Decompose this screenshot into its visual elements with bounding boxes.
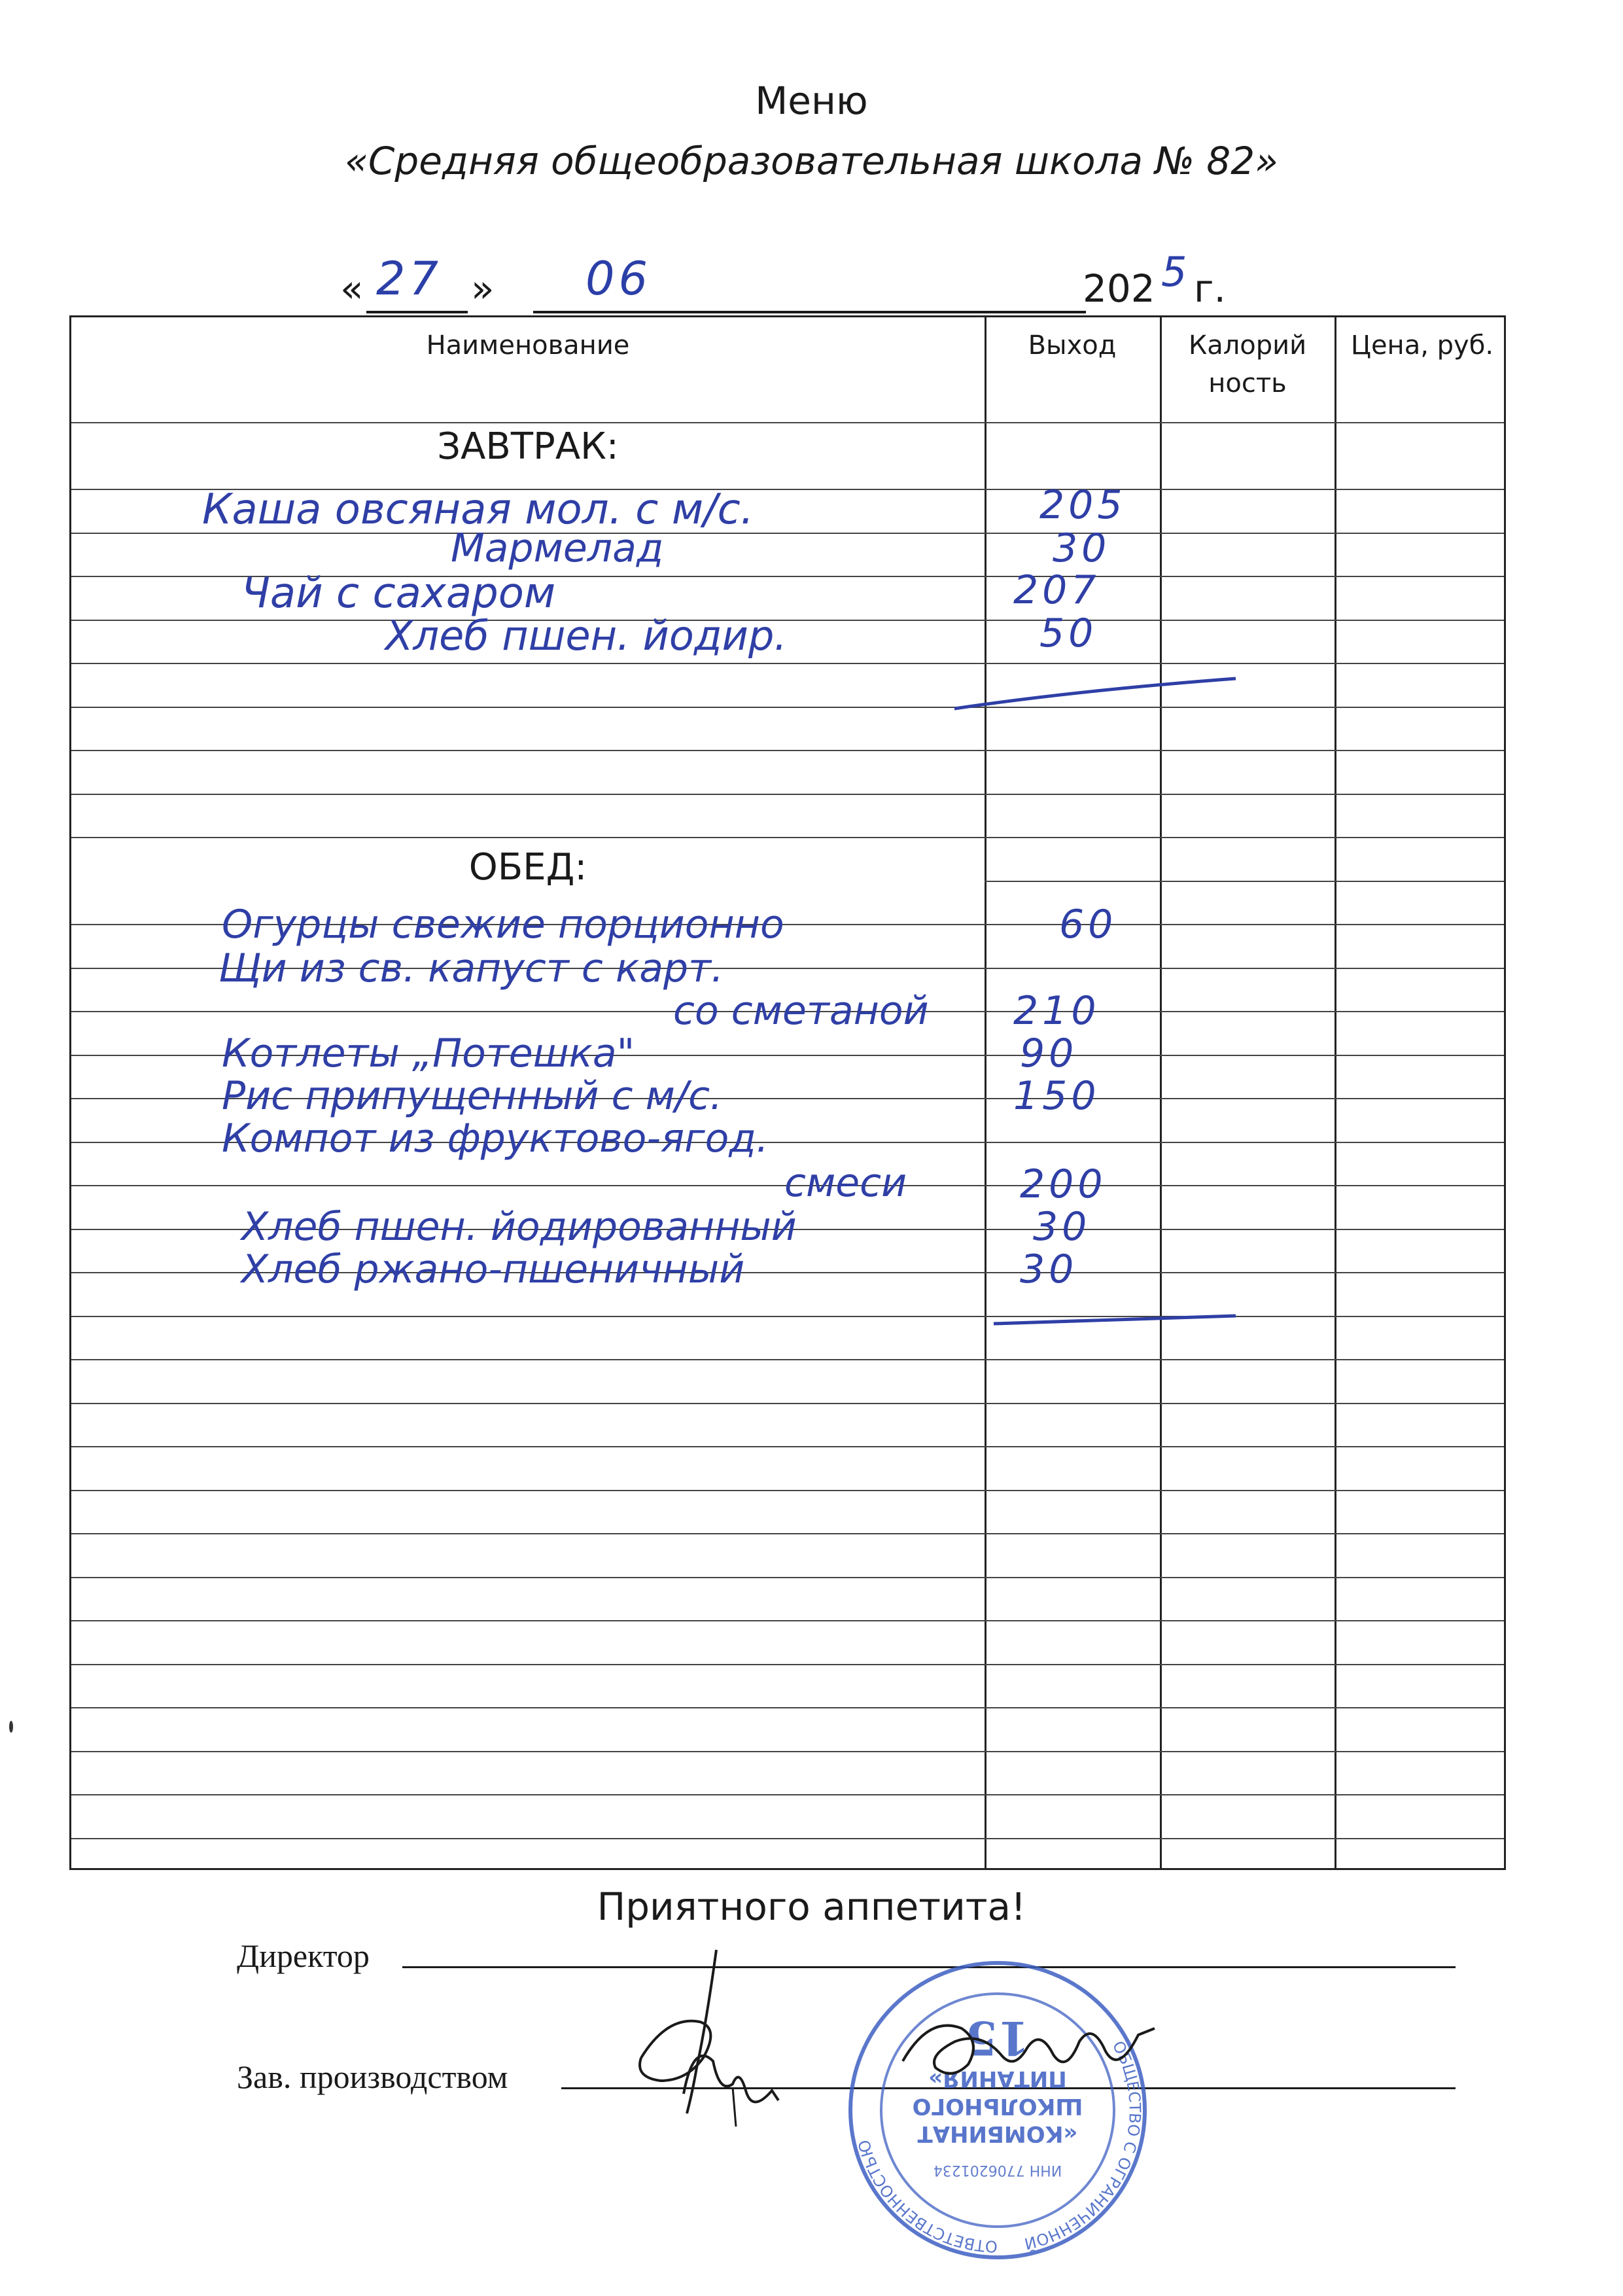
row-separator xyxy=(71,663,1504,664)
breakfast-item-name: Чай с сахаром xyxy=(241,569,556,618)
row-separator xyxy=(71,1664,1504,1665)
row-separator xyxy=(71,1620,1504,1621)
row-separator xyxy=(71,1446,1504,1447)
breakfast-item-output: 207 xyxy=(1013,567,1100,613)
day-underline xyxy=(366,311,468,313)
closing-message: Приятного аппетита! xyxy=(597,1884,1026,1929)
stamp-number: 15 xyxy=(966,2011,1030,2065)
lunch-item-output: 30 xyxy=(1020,1246,1078,1292)
lunch-item-name: Хлеб пшен. йодированный xyxy=(241,1204,797,1250)
stamp-ring-right-text: ОБЩЕСТВО С ОГРАНИЧЕННОЙ xyxy=(1022,2038,1144,2253)
date-close-quote: » xyxy=(471,266,495,311)
lunch-item-name: со сметаной xyxy=(673,988,929,1034)
stamp-inn: ИНН 7706201234 xyxy=(933,2162,1062,2178)
date-open-quote: « xyxy=(340,266,364,311)
stamp-org-line-3: ПИТАНИЯ» xyxy=(928,2066,1067,2092)
row-separator xyxy=(71,620,1504,621)
row-separator xyxy=(71,1707,1504,1708)
date-year-suffix: 5 xyxy=(1161,248,1191,296)
breakfast-end-stroke xyxy=(948,664,1249,716)
stamp-ring-left-text: ОТВЕТСТВЕННОСТЬЮ xyxy=(854,2138,998,2256)
row-separator xyxy=(71,1316,1504,1317)
school-name: «Средняя общеобразовательная школа № 82» xyxy=(345,139,1278,183)
date-year-unit: г. xyxy=(1194,266,1226,311)
lunch-item-output: 30 xyxy=(1033,1204,1091,1250)
production-label: Зав. производством xyxy=(237,2058,508,2095)
col-divider-2 xyxy=(1160,317,1162,1868)
breakfast-item-name: Каша овсяная мол. с м/с. xyxy=(202,486,754,534)
lunch-item-name: смеси xyxy=(784,1160,907,1206)
month-underline xyxy=(533,311,1086,313)
breakfast-title: ЗАВТРАК: xyxy=(71,425,985,468)
row-separator xyxy=(71,1359,1504,1360)
row-separator xyxy=(71,1577,1504,1578)
lunch-item-output: 150 xyxy=(1013,1073,1100,1119)
lunch-item-output: 210 xyxy=(1013,988,1100,1034)
lunch-item-output: 60 xyxy=(1059,902,1117,947)
row-separator xyxy=(71,1403,1504,1404)
col-header-calories: Калорий ность xyxy=(1188,330,1307,398)
row-separator xyxy=(71,1533,1504,1534)
director-label: Директор xyxy=(237,1937,370,1974)
date-day: 27 xyxy=(376,252,443,306)
col-header-output: Выход xyxy=(1028,330,1117,361)
col-header-price: Цена, руб. xyxy=(1350,330,1494,361)
col-divider-3 xyxy=(1335,317,1336,1868)
col-divider-1 xyxy=(985,317,986,1868)
production-signature xyxy=(890,2002,1164,2094)
row-separator xyxy=(71,1751,1504,1752)
breakfast-item-output: 50 xyxy=(1039,610,1098,656)
row-separator xyxy=(71,750,1504,751)
row-separator xyxy=(71,422,1504,423)
lunch-item-name: Компот из фруктово-ягод. xyxy=(222,1116,769,1161)
stamp-org-line-2: ШКОЛЬНОГО xyxy=(912,2093,1083,2119)
lunch-end-stroke xyxy=(987,1305,1249,1332)
lunch-item-output: 90 xyxy=(1020,1031,1078,1076)
row-separator xyxy=(71,1490,1504,1491)
row-separator xyxy=(71,1794,1504,1795)
row-separator xyxy=(71,707,1504,708)
row-separator xyxy=(71,794,1504,795)
breakfast-item-output: 205 xyxy=(1039,482,1126,528)
lunch-item-name: Рис припущенный с м/с. xyxy=(222,1073,723,1119)
scan-mark xyxy=(9,1721,13,1733)
lunch-item-name: Хлеб ржано-пшеничный xyxy=(241,1246,745,1292)
date-row xyxy=(340,248,1321,311)
date-year-prefix: 202 xyxy=(1083,266,1155,311)
menu-table xyxy=(69,315,1506,1870)
row-separator xyxy=(71,1838,1504,1839)
col-header-name: Наименование xyxy=(426,330,630,361)
row-separator xyxy=(71,837,1504,838)
lunch-item-output: 200 xyxy=(1020,1161,1107,1207)
stamp-org-line-1: «КОМБИНАТ xyxy=(917,2121,1078,2147)
breakfast-item-output: 30 xyxy=(1053,525,1111,571)
breakfast-item-name: Хлеб пшен. йодир. xyxy=(385,612,788,660)
page-title: Меню xyxy=(755,79,868,123)
director-signature xyxy=(621,1943,792,2153)
lunch-item-name: Щи из св. капуст с карт. xyxy=(218,945,724,991)
lunch-title: ОБЕД: xyxy=(71,846,985,889)
date-month: 06 xyxy=(585,252,652,306)
breakfast-item-name: Мармелад xyxy=(451,525,664,571)
lunch-item-name: Котлеты „Потешка" xyxy=(222,1031,635,1076)
lunch-item-name: Огурцы свежие порционно xyxy=(222,902,784,947)
